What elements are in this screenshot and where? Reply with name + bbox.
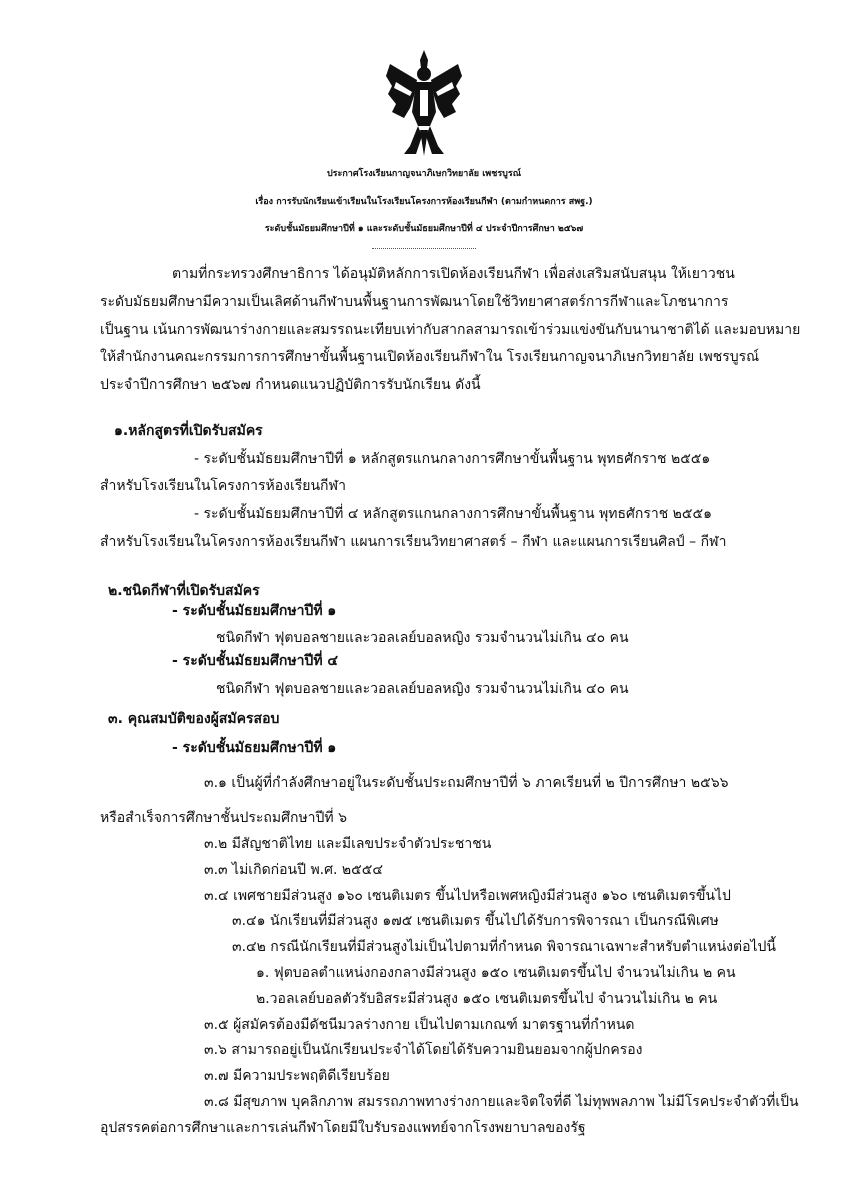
qualification-item: อุปสรรคต่อการศึกษาและการเล่นกีฬาโดยมีใบรับรองแพทย์จากโรงพยาบาลของรัฐ [100, 1120, 586, 1136]
qualification-item: ๓.๒ มีสัญชาติไทย และมีเลขประจำตัวประชาชน [204, 836, 492, 852]
qualification-item: ๓.๕ ผู้สมัครต้องมีดัชนีมวลร่างกาย เป็นไปตามเกณฑ์ มาตรฐานที่กำหนด [204, 1017, 635, 1033]
section2-level1-detail: ชนิดกีฬา ฟุตบอลชายและวอลเลย์บอลหญิง รวมจำนวนไม่เกิน ๔๐ คน [216, 630, 629, 646]
intro-line: ตามที่กระทรวงศึกษาธิการ ได้อนุมัติหลักการเปิดห้องเรียนกีฬา เพื่อส่งเสริมสนับสนุน ให้เยาวชน [172, 266, 735, 282]
intro-line: ให้สำนักงานคณะกรรมการการศึกษาขั้นพื้นฐานเปิดห้องเรียนกีฬาใน โรงเรียนกาญจนาภิเษกวิทยาลัย เพชรบูรณ์ [100, 349, 760, 365]
qualification-item: ๓.๓ ไม่เกิดก่อนปี พ.ศ. ๒๕๕๔ [204, 862, 383, 878]
garuda-emblem-icon [384, 46, 464, 158]
announcement-level-year: ระดับชั้นมัธยมศึกษาปีที่ ๑ และระดับชั้นมัธยมศึกษาปีที่ ๔ ประจำปีการศึกษา ๒๕๖๗ [264, 224, 584, 234]
announcement-title: ประกาศโรงเรียนกาญจนาภิเษกวิทยาลัย เพชรบูรณ์ [326, 169, 522, 179]
intro-line: เป็นฐาน เน้นการพัฒนาร่างกายและสมรรถนะเทียบเท่ากับสากลสามารถเข้าร่วมแข่งขันกับนานาชาติได้ และมอบหมาย [100, 322, 801, 338]
section1-heading: ๑.หลักสูตรที่เปิดรับสมัคร [114, 423, 263, 439]
qualification-item: ๓.๖ สามารถอยู่เป็นนักเรียนประจำได้โดยได้รับความยินยอมจากผู้ปกครอง [204, 1042, 643, 1058]
section2-level1: - ระดับชั้นมัธยมศึกษาปีที่ ๑ [172, 603, 337, 619]
section2-level4: - ระดับชั้นมัธยมศึกษาปีที่ ๔ [172, 653, 339, 669]
section1-line: - ระดับชั้นมัธยมศึกษาปีที่ ๔ หลักสูตรแกนกลางการศึกษาขั้นพื้นฐาน พุทธศักราช ๒๕๕๑ [194, 506, 712, 522]
header-divider [372, 248, 476, 249]
intro-line: ระดับมัธยมศึกษามีความเป็นเลิศด้านกีฬาบนพื้นฐานการพัฒนาโดยใช้วิทยาศาสตร์การกีฬาและโภชนาการ [100, 294, 729, 310]
qualification-item: ๓.๗ มีความประพฤติดีเรียบร้อย [204, 1068, 390, 1084]
section1-line: - ระดับชั้นมัธยมศึกษาปีที่ ๑ หลักสูตรแกนกลางการศึกษาขั้นพื้นฐาน พุทธศักราช ๒๕๕๑ [194, 451, 711, 467]
qualification-subitem: ๓.๔๑ นักเรียนที่มีส่วนสูง ๑๗๕ เซนติเมตร ขึ้นไปได้รับการพิจารณา เป็นกรณีพิเศษ [232, 913, 719, 929]
qualification-subitem: ๓.๔๒ กรณีนักเรียนที่มีส่วนสูงไม่เป็นไปตามที่กำหนด พิจารณาเฉพาะสำหรับตำแหน่งต่อไปนี้ [232, 939, 776, 955]
section3-level: - ระดับชั้นมัธยมศึกษาปีที่ ๑ [172, 740, 337, 756]
announcement-subject: เรื่อง การรับนักเรียนเข้าเรียนในโรงเรียนโครงการห้องเรียนกีฬา (ตามกำหนดการ สพฐ.) [255, 197, 593, 207]
intro-line: ประจำปีการศึกษา ๒๕๖๗ กำหนดแนวปฏิบัติการรับนักเรียน ดังนี้ [100, 377, 481, 393]
qualification-item: ๓.๔ เพศชายมีส่วนสูง ๑๖๐ เซนติเมตร ขึ้นไปหรือเพศหญิงมีส่วนสูง ๑๖๐ เซนติเมตรขึ้นไป [204, 888, 731, 904]
qualification-subitem: ๑. ฟุตบอลตำแหน่งกองกลางมีส่วนสูง ๑๕๐ เซนติเมตรขึ้นไป จำนวนไม่เกิน ๒ คน [256, 965, 736, 981]
qualification-subitem: ๒.วอลเลย์บอลตัวรับอิสระมีส่วนสูง ๑๕๐ เซนติเมตรขึ้นไป จำนวนไม่เกิน ๒ คน [256, 991, 718, 1007]
qualification-item: ๓.๘ มีสุขภาพ บุคลิกภาพ สมรรถภาพทางร่างกายและจิตใจที่ดี ไม่ทุพพลภาพ ไม่มีโรคประจำตัวที่เป็น [204, 1094, 799, 1110]
section1-line: สำหรับโรงเรียนในโครงการห้องเรียนกีฬา แผนการเรียนวิทยาศาสตร์ – กีฬา และแผนการเรียนศิลป์ – กีฬา [100, 534, 727, 550]
section1-line: สำหรับโรงเรียนในโครงการห้องเรียนกีฬา [100, 478, 346, 494]
section2-heading: ๒.ชนิดกีฬาที่เปิดรับสมัคร [108, 583, 260, 599]
qualification-item: หรือสำเร็จการศึกษาชั้นประถมศึกษาปีที่ ๖ [100, 810, 347, 826]
section3-heading: ๓. คุณสมบัติของผู้สมัครสอบ [108, 711, 280, 727]
section2-level4-detail: ชนิดกีฬา ฟุตบอลชายและวอลเลย์บอลหญิง รวมจำนวนไม่เกิน ๔๐ คน [216, 681, 629, 697]
qualification-item: ๓.๑ เป็นผู้ที่กำลังศึกษาอยู่ในระดับชั้นประถมศึกษาปีที่ ๖ ภาคเรียนที่ ๒ ปีการศึกษา ๒๕๖๖ [204, 775, 729, 791]
